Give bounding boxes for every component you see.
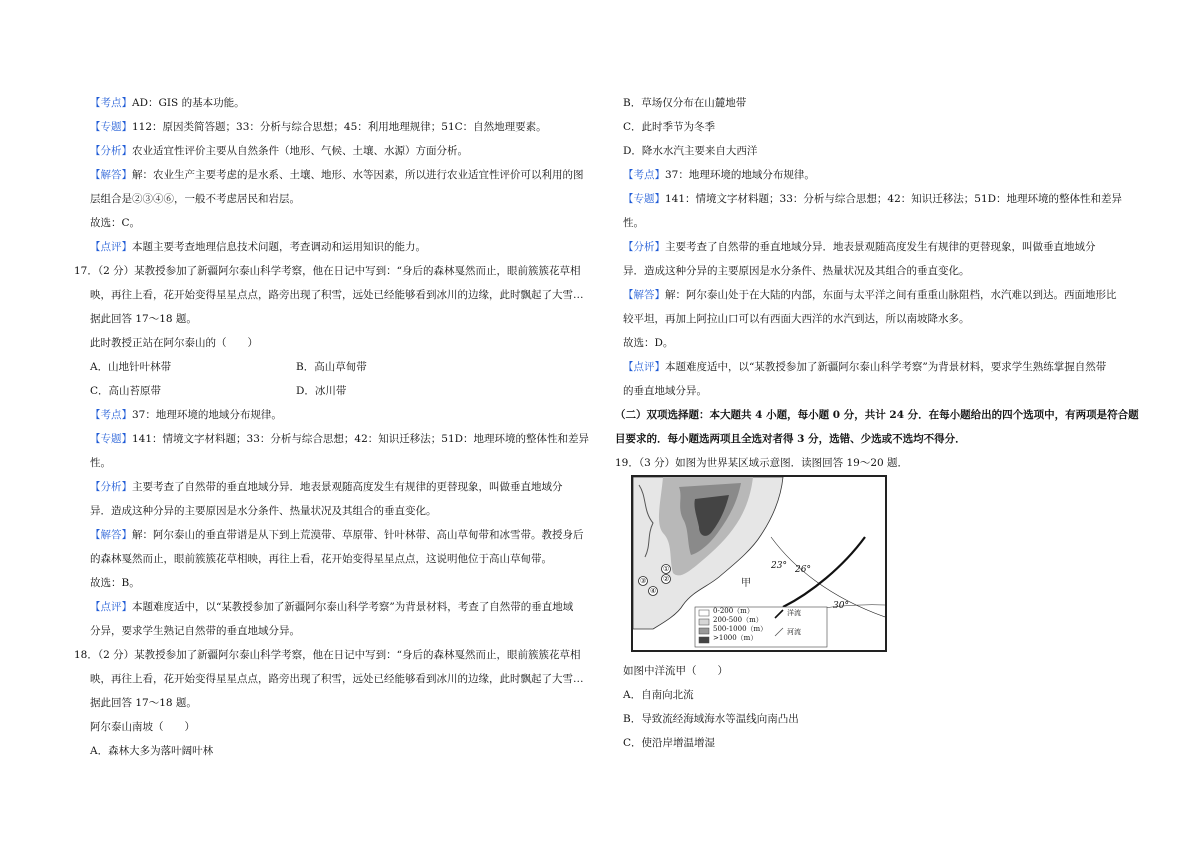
- section-2-heading-line2: 目要求的．每小题选两项且全选对者得 3 分，选错、少选或不选均不得分．: [615, 433, 966, 445]
- q17-option-d[interactable]: D．冰川带: [296, 385, 347, 397]
- tag-fenxi: 【分析】: [623, 241, 665, 253]
- fenxi-text: 农业适宜性评价主要从自然条件（地形、气候、土壤、水源）方面分析。: [132, 145, 468, 157]
- map-lat-30: 30°: [833, 601, 849, 611]
- q18-fenxi: [623, 240, 1096, 254]
- q17-fenxi: [90, 480, 563, 494]
- q18-jieda: [623, 288, 1117, 302]
- legend-swatch-0-200: [699, 610, 709, 616]
- q17-zhuanti: [90, 432, 589, 446]
- q19-option-c[interactable]: C．使沿岸增温增湿: [623, 737, 716, 749]
- tag-jieda: 【解答】: [90, 169, 132, 181]
- q16-answer: 故选：C。: [90, 217, 141, 229]
- q19-stem: 19．（3 分）如图为世界某区域示意图．读图回答 19～20 题．: [615, 457, 909, 469]
- legend-swatch-200-500: [699, 619, 709, 625]
- tag-fenxi: 【分析】: [90, 145, 132, 157]
- legend-label-200-500: 200-500（m）: [713, 616, 763, 624]
- tag-dianping: 【点评】: [90, 601, 132, 613]
- q17-fenxi-line2: 异．造成这种分异的主要原因是水分条件、热量状况及其组合的垂直变化。: [90, 505, 437, 517]
- q18-option-c[interactable]: C．此时季节为冬季: [623, 121, 716, 133]
- q17-option-c[interactable]: C．高山苔原带: [90, 385, 162, 397]
- map-label-jia: 甲: [741, 578, 751, 589]
- legend-label-500-1000: 500-1000（m）: [713, 625, 768, 633]
- dianping-line1: 本题难度适中，以“某教授参加了新疆阿尔泰山科学考察”为背景材料，要求学生熟练掌握自然带: [665, 361, 1107, 373]
- q17-option-b[interactable]: B．高山草甸带: [296, 361, 367, 373]
- tag-zhuanti: 【专题】: [90, 433, 132, 445]
- q18-dianping: [623, 360, 1106, 374]
- q18-jieda-line2: 较平坦，再加上阿拉山口可以有西面大西洋的水汽到达，所以南坡降水多。: [623, 313, 970, 325]
- q18-option-a[interactable]: A．森林大多为落叶阔叶林: [90, 745, 214, 757]
- tag-dianping: 【点评】: [90, 241, 132, 253]
- q18-stem-line2: 映，再往上看，花开始变得星星点点，路旁出现了积雪，远处已经能够看到冰川的边缘，此时飘起了大雪…: [90, 673, 584, 685]
- kaodian-text: 37：地理环境的地域分布规律。: [665, 169, 815, 181]
- q19-option-a[interactable]: A．自南向北流: [623, 689, 694, 701]
- q16-jieda: [90, 168, 584, 182]
- tag-jieda: 【解答】: [623, 289, 665, 301]
- legend-swatch-over-1000: [699, 637, 709, 643]
- zhuanti-line1: 141：情境文字材料题；33：分析与综合思想；42：知识迁移法；51D：地理环境的整体性和差异: [132, 433, 590, 445]
- q18-question: 阿尔泰山南坡（ ）: [90, 721, 195, 733]
- legend-label-ocean: 洋流: [787, 609, 801, 617]
- dianping-line1: 本题难度适中，以“某教授参加了新疆阿尔泰山科学考察”为背景材料，考查了自然带的垂直地域: [132, 601, 574, 613]
- tag-zhuanti: 【专题】: [623, 193, 665, 205]
- q18-zhuanti: [623, 192, 1122, 206]
- kaodian-text: 37：地理环境的地域分布规律。: [132, 409, 282, 421]
- q18-zhuanti-line2: 性。: [623, 217, 644, 229]
- region-map: [631, 475, 887, 652]
- jieda-line1: 解：阿尔泰山处于在大陆的内部，东面与太平洋之间有重重山脉阻档，水汽难以到达。西面地形比: [665, 289, 1117, 301]
- tag-zhuanti: 【专题】: [90, 121, 132, 133]
- q17-answer: 故选：B。: [90, 577, 140, 589]
- q17-dianping-line2: 分异，要求学生熟记自然带的垂直地域分异。: [90, 625, 300, 637]
- q16-kaodian: [90, 96, 245, 110]
- tag-kaodian: 【考点】: [90, 409, 132, 421]
- jieda-line1: 解：农业生产主要考虑的是水系、土壤、地形、水等因素，所以进行农业适宜性评价可以利用的图: [132, 169, 584, 181]
- map-lat-23: 23°: [771, 561, 787, 571]
- q18-answer: 故选：D。: [623, 337, 674, 349]
- map-marker-2: ②: [663, 575, 670, 583]
- tag-jieda: 【解答】: [90, 529, 132, 541]
- map-lat-26: 26°: [795, 565, 811, 575]
- q17-jieda: [90, 528, 584, 542]
- fenxi-line1: 主要考查了自然带的垂直地域分异．地表景观随高度发生有规律的更替现象，叫做垂直地域分: [132, 481, 563, 493]
- q19-question: 如图中洋流甲（ ）: [623, 665, 728, 677]
- tag-kaodian: 【考点】: [90, 97, 132, 109]
- q17-stem-line1: 17．（2 分）某教授参加了新疆阿尔泰山科学考察，他在日记中写到：“身后的森林戛然而止，眼前簇簇花草相: [74, 265, 581, 277]
- q18-fenxi-line2: 异．造成这种分异的主要原因是水分条件、热量状况及其组合的垂直变化。: [623, 265, 970, 277]
- q17-stem-line2: 映，再往上看，花开始变得星星点点，路旁出现了积雪，远处已经能够看到冰川的边缘，此时飘起了大雪…: [90, 289, 584, 301]
- tag-kaodian: 【考点】: [623, 169, 665, 181]
- q16-fenxi: [90, 144, 468, 158]
- zhuanti-line1: 141：情境文字材料题；33：分析与综合思想；42：知识迁移法；51D：地理环境的整体性和差异: [665, 193, 1123, 205]
- jieda-line1: 解：阿尔泰山的垂直带谱是从下到上荒漠带、草原带、针叶林带、高山草甸带和冰雪带。教授身后: [132, 529, 584, 541]
- q17-jieda-line2: 的森林戛然而止，眼前簇簇花草相映，再往上看，花开始变得星星点点，这说明他位于高山草甸带。: [90, 553, 552, 565]
- q18-kaodian: [623, 168, 815, 182]
- q18-option-b[interactable]: B．草场仅分布在山麓地带: [623, 97, 747, 109]
- map-marker-3: ③: [640, 577, 647, 585]
- section-2-heading-line1: （二）双项选择题：本大题共 4 小题，每小题 0 分，共计 24 分．在每小题给出的四个选项中，有两项是符合题: [615, 409, 1139, 421]
- q17-question: 此时教授正站在阿尔泰山的（ ）: [90, 337, 258, 349]
- kaodian-text: AD：GIS 的基本功能。: [132, 97, 245, 109]
- q17-zhuanti-line2: 性。: [90, 457, 111, 469]
- legend-label-river: 河流: [787, 628, 801, 636]
- q16-zhuanti: [90, 120, 547, 134]
- q17-stem-line3: 据此回答 17～18 题。: [90, 313, 197, 325]
- q18-stem-line1: 18．（2 分）某教授参加了新疆阿尔泰山科学考察，他在日记中写到：“身后的森林戛然而止，眼前簇簇花草相: [74, 649, 581, 661]
- q18-dianping-line2: 的垂直地域分异。: [623, 385, 707, 397]
- q18-option-d[interactable]: D．降水水汽主要来自大西洋: [623, 145, 758, 157]
- legend-label-over-1000: >1000（m）: [713, 634, 758, 642]
- q17-dianping: [90, 600, 573, 614]
- q19-option-b[interactable]: B．导致流经海域海水等温线向南凸出: [623, 713, 799, 725]
- legend-swatch-500-1000: [699, 628, 709, 634]
- q16-dianping: [90, 240, 426, 254]
- tag-fenxi: 【分析】: [90, 481, 132, 493]
- q18-stem-line3: 据此回答 17～18 题。: [90, 697, 197, 709]
- legend-label-0-200: 0-200（m）: [713, 607, 754, 615]
- map-marker-4: ④: [650, 587, 657, 595]
- zhuanti-text: 112：原因类简答题；33：分析与综合思想；45：利用地理规律；51C：自然地理要素。: [132, 121, 547, 133]
- q16-jieda-line2: 层组合是②③④⑥，一般不考虑居民和岩层。: [90, 193, 300, 205]
- q17-kaodian: [90, 408, 282, 422]
- fenxi-line1: 主要考查了自然带的垂直地域分异．地表景观随高度发生有规律的更替现象，叫做垂直地域分: [665, 241, 1096, 253]
- dianping-text: 本题主要考查地理信息技术问题，考查调动和运用知识的能力。: [132, 241, 426, 253]
- q17-option-a[interactable]: A．山地针叶林带: [90, 361, 172, 373]
- map-marker-1: ①: [663, 565, 670, 573]
- tag-dianping: 【点评】: [623, 361, 665, 373]
